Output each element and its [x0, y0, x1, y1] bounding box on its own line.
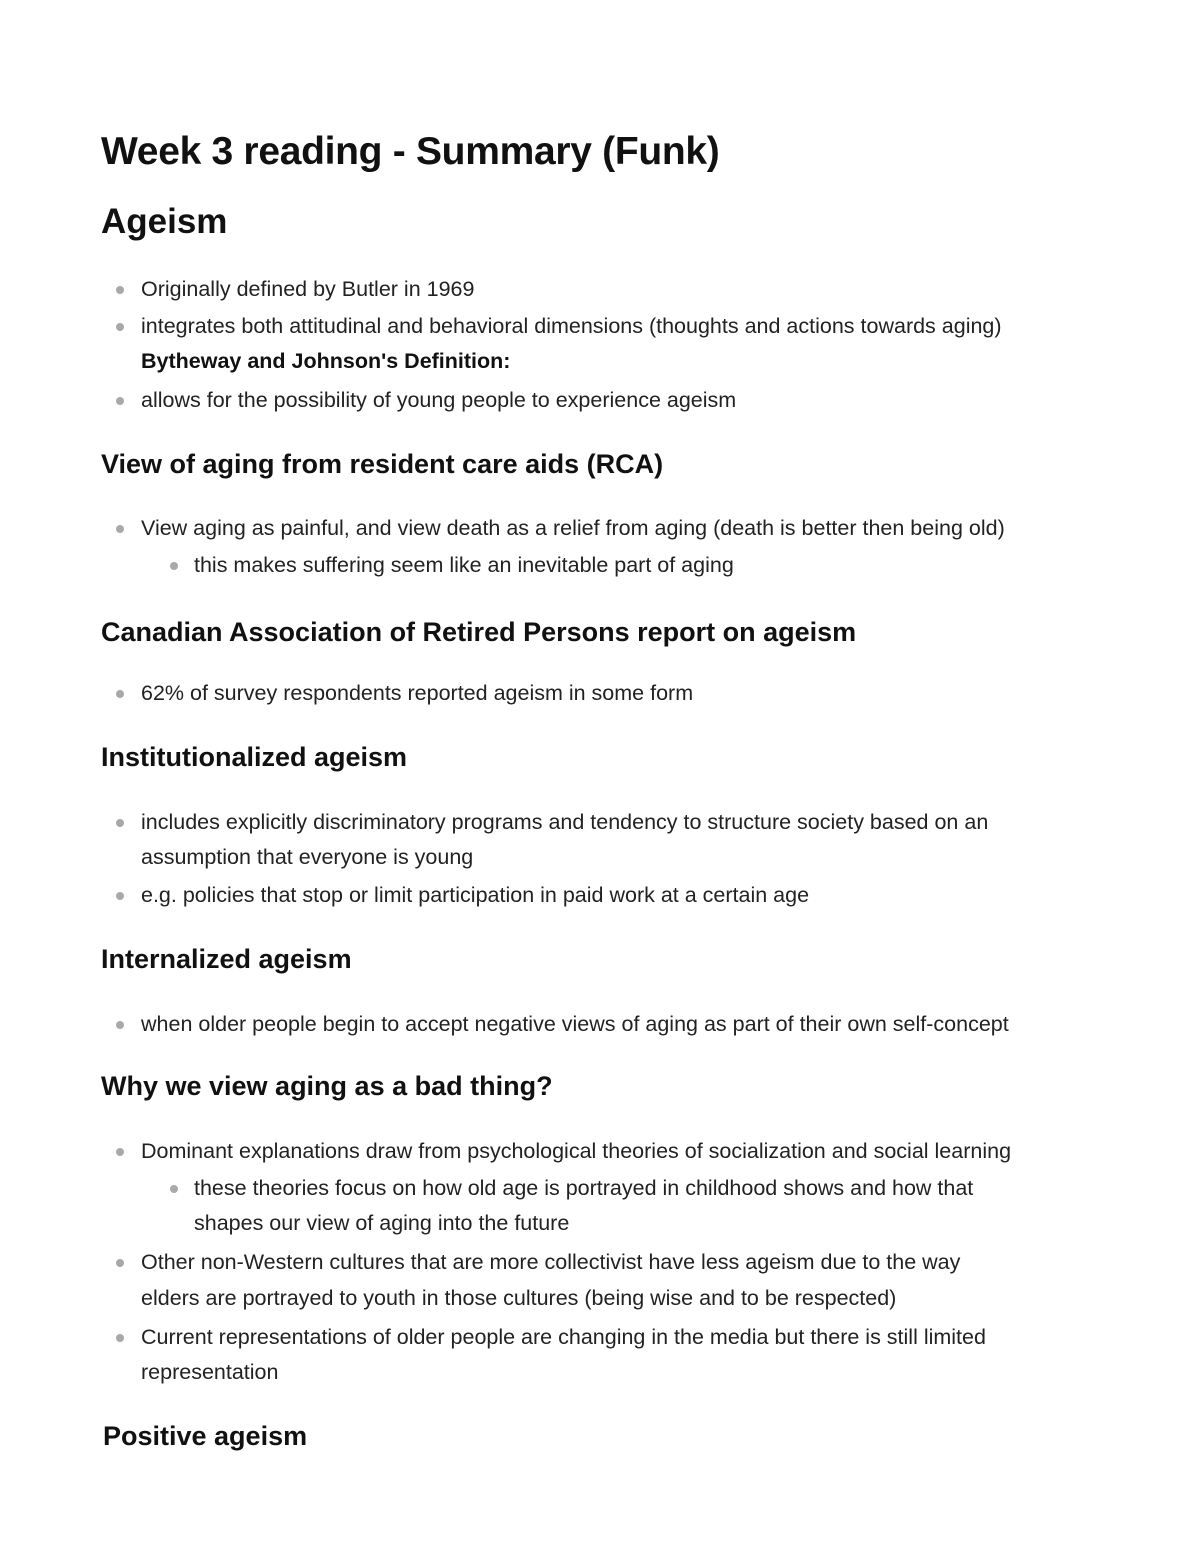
bullet-icon	[116, 286, 124, 294]
definition-label: Bytheway and Johnson's Definition:	[141, 349, 511, 373]
bullet-icon	[116, 819, 124, 827]
bullet-icon	[116, 1148, 124, 1156]
list-item: Originally defined by Butler in 1969	[141, 277, 475, 301]
list-item-continuation: representation	[141, 1360, 279, 1384]
sub-list-item: these theories focus on how old age is portrayed in childhood shows and how that	[194, 1176, 974, 1200]
list-item: allows for the possibility of young people to experience ageism	[141, 388, 737, 412]
list-item: Other non-Western cultures that are more collectivist have less ageism due to the way	[141, 1250, 961, 1274]
bullet-icon	[116, 1021, 124, 1029]
section-heading-institutionalized: Institutionalized ageism	[101, 742, 408, 772]
section-heading-positive: Positive ageism	[103, 1421, 308, 1451]
list-item: Dominant explanations draw from psychological theories of socialization and social learning	[141, 1139, 1012, 1163]
section-heading-carp: Canadian Association of Retired Persons report on ageism	[101, 617, 857, 647]
list-item: when older people begin to accept negative views of aging as part of their own self-concept	[141, 1012, 1009, 1036]
section-heading-why: Why we view aging as a bad thing?	[101, 1071, 553, 1101]
bullet-icon	[116, 892, 124, 900]
section-heading-ageism: Ageism	[101, 202, 228, 241]
bullet-icon	[116, 323, 124, 331]
list-item: e.g. policies that stop or limit participation in paid work at a certain age	[141, 883, 810, 907]
list-item: includes explicitly discriminatory programs and tendency to structure society based on an	[141, 810, 989, 834]
section-heading-rca: View of aging from resident care aids (RCA)	[101, 449, 664, 479]
bullet-icon	[170, 1185, 178, 1193]
sub-list-item: this makes suffering seem like an inevitable part of aging	[194, 553, 734, 577]
list-item: View aging as painful, and view death as a relief from aging (death is better then being old)	[141, 516, 1005, 540]
list-item: Current representations of older people are changing in the media but there is still limited	[141, 1325, 986, 1349]
list-item-continuation: assumption that everyone is young	[141, 845, 474, 869]
page-title: Week 3 reading - Summary (Funk)	[101, 130, 720, 173]
bullet-icon	[116, 397, 124, 405]
list-item: 62% of survey respondents reported ageism in some form	[141, 681, 694, 705]
sub-list-item-continuation: shapes our view of aging into the future	[194, 1211, 570, 1235]
bullet-icon	[116, 525, 124, 533]
list-item: integrates both attitudinal and behavioral dimensions (thoughts and actions towards aging)	[141, 314, 1002, 338]
bullet-icon	[116, 1334, 124, 1342]
bullet-icon	[170, 562, 178, 570]
section-heading-internalized: Internalized ageism	[101, 944, 352, 974]
bullet-icon	[116, 690, 124, 698]
bullet-icon	[116, 1259, 124, 1267]
list-item-continuation: elders are portrayed to youth in those cultures (being wise and to be respected)	[141, 1286, 897, 1310]
